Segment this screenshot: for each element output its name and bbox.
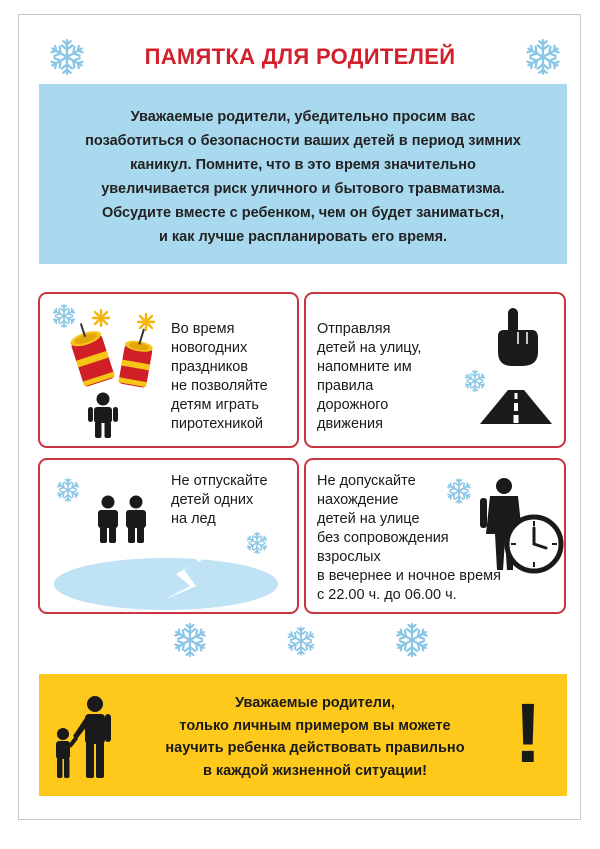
snowflake-icon <box>392 620 432 660</box>
card-line: на лед <box>171 511 216 527</box>
card-line: детей на улицу, <box>317 340 422 356</box>
page-title: ПАМЯТКА ДЛЯ РОДИТЕЛЕЙ <box>144 44 456 69</box>
pointing-hand-icon <box>492 306 542 368</box>
card-line: детей одних <box>171 492 254 508</box>
card-line: новогодних <box>171 340 248 356</box>
footer-banner <box>39 674 567 796</box>
card-line: дорожного <box>317 397 389 413</box>
card-line: пиротехникой <box>171 416 264 432</box>
card-line: без сопровождения <box>317 530 449 546</box>
snowflake-icon <box>170 620 210 660</box>
card-text <box>317 320 421 434</box>
card-text <box>171 472 268 529</box>
card-line: Не допускайте <box>317 473 416 489</box>
card-line: в вечернее и ночное время <box>317 568 501 584</box>
intro-line: каникул. Помните, что в это время значительно <box>130 157 476 173</box>
card-line: Не отпускайте <box>171 473 268 489</box>
card-line: Отправляя <box>317 321 391 337</box>
intro-line: Уважаемые родители, убедительно просим вас <box>130 109 476 125</box>
card-road-rules <box>304 292 566 448</box>
exclamation-icon: ! <box>514 686 542 780</box>
footer-line: Уважаемые родители, <box>235 695 395 711</box>
card-line: детям играть <box>171 397 259 413</box>
card-night-time <box>304 458 566 614</box>
card-ice <box>38 458 299 614</box>
footer-text <box>135 692 495 782</box>
child-figure-icon <box>86 392 120 438</box>
card-line: движения <box>317 416 383 432</box>
intro-line: Обсудите вместе с ребенком, чем он будет заниматься, <box>101 205 505 221</box>
card-line: взрослых <box>317 549 381 565</box>
card-line: с 22.00 ч. до 06.00 ч. <box>317 587 457 603</box>
card-line: детей на улице <box>317 511 420 527</box>
card-text <box>317 472 501 605</box>
intro-line: и как лучше распланировать его время. <box>158 229 448 245</box>
card-line: Во время <box>171 321 235 337</box>
footer-line: только личным примером вы можете <box>179 717 451 734</box>
firecracker-icon <box>66 308 176 418</box>
footer-line: в каждой жизненной ситуации! <box>202 762 428 779</box>
card-line: не позволяйте <box>171 378 268 394</box>
parent-child-icon <box>51 696 117 778</box>
card-line: правила <box>317 378 374 394</box>
footer-line: научить ребенка действовать правильно <box>165 740 465 756</box>
card-fireworks <box>38 292 299 448</box>
intro-notice <box>39 84 567 264</box>
card-line: нахождение <box>317 492 399 508</box>
intro-line: позаботиться о безопасности ваших детей в период зимних <box>85 133 521 149</box>
road-icon <box>478 388 554 426</box>
card-text <box>171 320 268 434</box>
intro-line: увеличивается риск уличного и бытового травматизма. <box>101 181 505 197</box>
snowflake-icon <box>284 624 318 658</box>
card-line: праздников <box>171 359 248 375</box>
card-line: напомните им <box>317 359 412 375</box>
